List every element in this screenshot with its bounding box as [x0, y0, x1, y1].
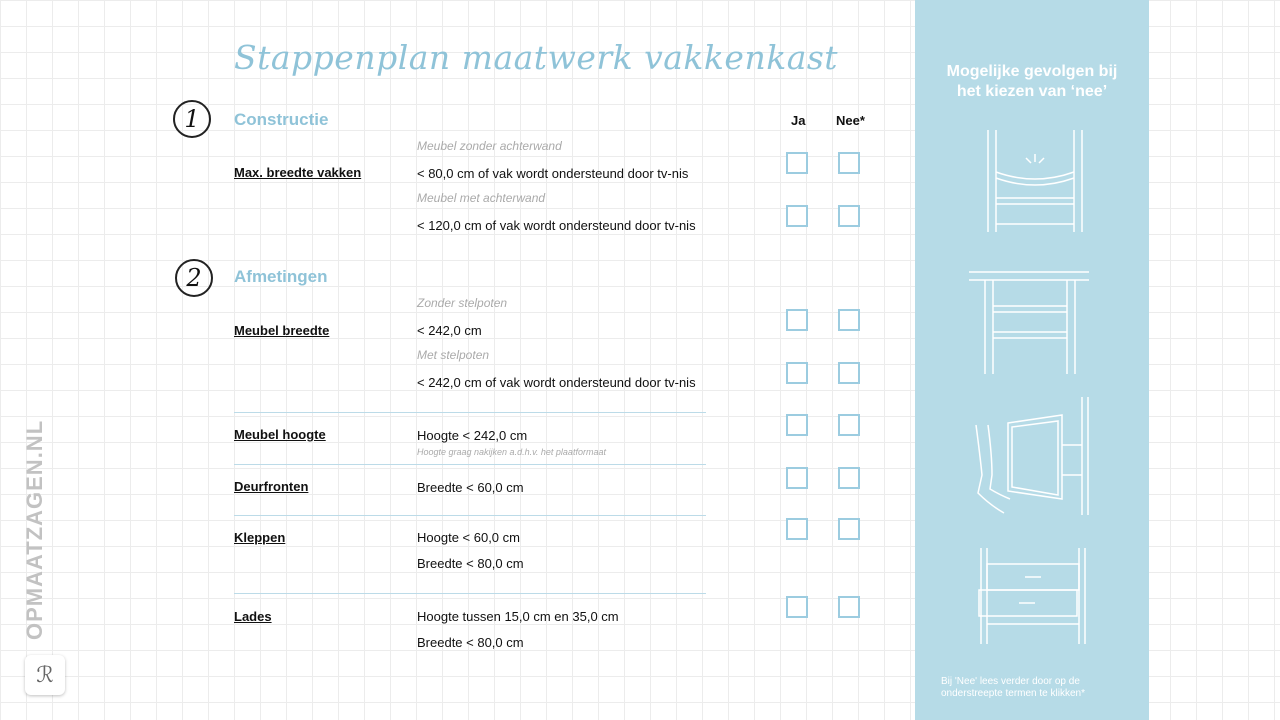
row-label-lades[interactable]: Lades [234, 609, 272, 624]
value-kleppen-breedte: Breedte < 80,0 cm [417, 556, 524, 571]
value-lades-hoogte: Hoogte tussen 15,0 cm en 35,0 cm [417, 609, 619, 624]
row-divider [234, 515, 706, 516]
section-heading-afmetingen: Afmetingen [234, 267, 328, 286]
checkbox-nee-zonder-stelpoten[interactable] [838, 309, 860, 331]
column-header-yes: Ja [791, 113, 806, 128]
brand-logo [25, 655, 65, 695]
sidebar-title: Mogelijke gevolgen bij het kiezen van ‘nee’ [946, 63, 1118, 100]
value-lades-breedte: Breedte < 80,0 cm [417, 635, 524, 650]
sagging-shelf-icon [980, 128, 1090, 238]
value-met-achterwand: < 120,0 cm of vak wordt ondersteund door tv-nis [417, 218, 696, 233]
note-met-achterwand: Meubel met achterwand [417, 191, 546, 205]
row-divider [234, 412, 706, 413]
watermark-text: OPMAATZAGEN.NL [22, 419, 47, 640]
checkbox-nee-kleppen[interactable] [838, 518, 860, 540]
note-zonder-achterwand: Meubel zonder achterwand [417, 139, 562, 153]
step-number-2: 2 [175, 259, 213, 297]
row-label-deurfronten[interactable]: Deurfronten [234, 479, 309, 494]
value-zonder-achterwand: < 80,0 cm of vak wordt ondersteund door tv-nis [417, 166, 689, 181]
checkbox-ja-met-stelpoten[interactable] [786, 362, 808, 384]
row-label-meubel-breedte[interactable]: Meubel breedte [234, 323, 330, 338]
row-divider [234, 464, 706, 465]
brand-logo-icon: ℛ [36, 662, 54, 688]
page-title: Stappenplan maatwerk vakkenkast [234, 38, 839, 77]
value-deurfronten: Breedte < 60,0 cm [417, 480, 524, 495]
value-kleppen-hoogte: Hoogte < 60,0 cm [417, 530, 520, 545]
kicking-door-icon [970, 395, 1095, 520]
value-meubel-hoogte: Hoogte < 242,0 cm [417, 428, 528, 443]
drawers-icon [977, 546, 1089, 646]
sidebar-footer-note: Bij 'Nee' lees verder door op de onderstreepte termen te klikken* [941, 676, 1085, 699]
tall-shelf-icon [967, 268, 1092, 378]
checkbox-ja-zonder-achterwand[interactable] [786, 152, 808, 174]
checkbox-nee-lades[interactable] [838, 596, 860, 618]
section-heading-constructie: Constructie [234, 110, 329, 129]
row-divider [234, 593, 706, 594]
value-met-stelpoten: < 242,0 cm of vak wordt ondersteund door tv-nis [417, 375, 696, 390]
row-label-meubel-hoogte[interactable]: Meubel hoogte [234, 427, 326, 442]
checkbox-ja-kleppen[interactable] [786, 518, 808, 540]
checkbox-ja-zonder-stelpoten[interactable] [786, 309, 808, 331]
note-met-stelpoten: Met stelpoten [417, 348, 490, 362]
row-label-max-breedte-vakken[interactable]: Max. breedte vakken [234, 165, 362, 180]
checkbox-nee-zonder-achterwand[interactable] [838, 152, 860, 174]
sidebar-panel [915, 0, 1149, 720]
step-number-1: 1 [173, 100, 211, 138]
checkbox-nee-deurfronten[interactable] [838, 467, 860, 489]
row-label-kleppen[interactable]: Kleppen [234, 530, 286, 545]
checkbox-ja-meubel-hoogte[interactable] [786, 414, 808, 436]
checkbox-ja-deurfronten[interactable] [786, 467, 808, 489]
checkbox-nee-met-stelpoten[interactable] [838, 362, 860, 384]
checkbox-nee-met-achterwand[interactable] [838, 205, 860, 227]
column-header-no: Nee* [836, 113, 865, 128]
subnote-meubel-hoogte: Hoogte graag nakijken a.d.h.v. het plaatformaat [417, 447, 606, 457]
checkbox-ja-met-achterwand[interactable] [786, 205, 808, 227]
checkbox-nee-meubel-hoogte[interactable] [838, 414, 860, 436]
checkbox-ja-lades[interactable] [786, 596, 808, 618]
note-zonder-stelpoten: Zonder stelpoten [417, 296, 508, 310]
value-zonder-stelpoten: < 242,0 cm [417, 323, 482, 338]
